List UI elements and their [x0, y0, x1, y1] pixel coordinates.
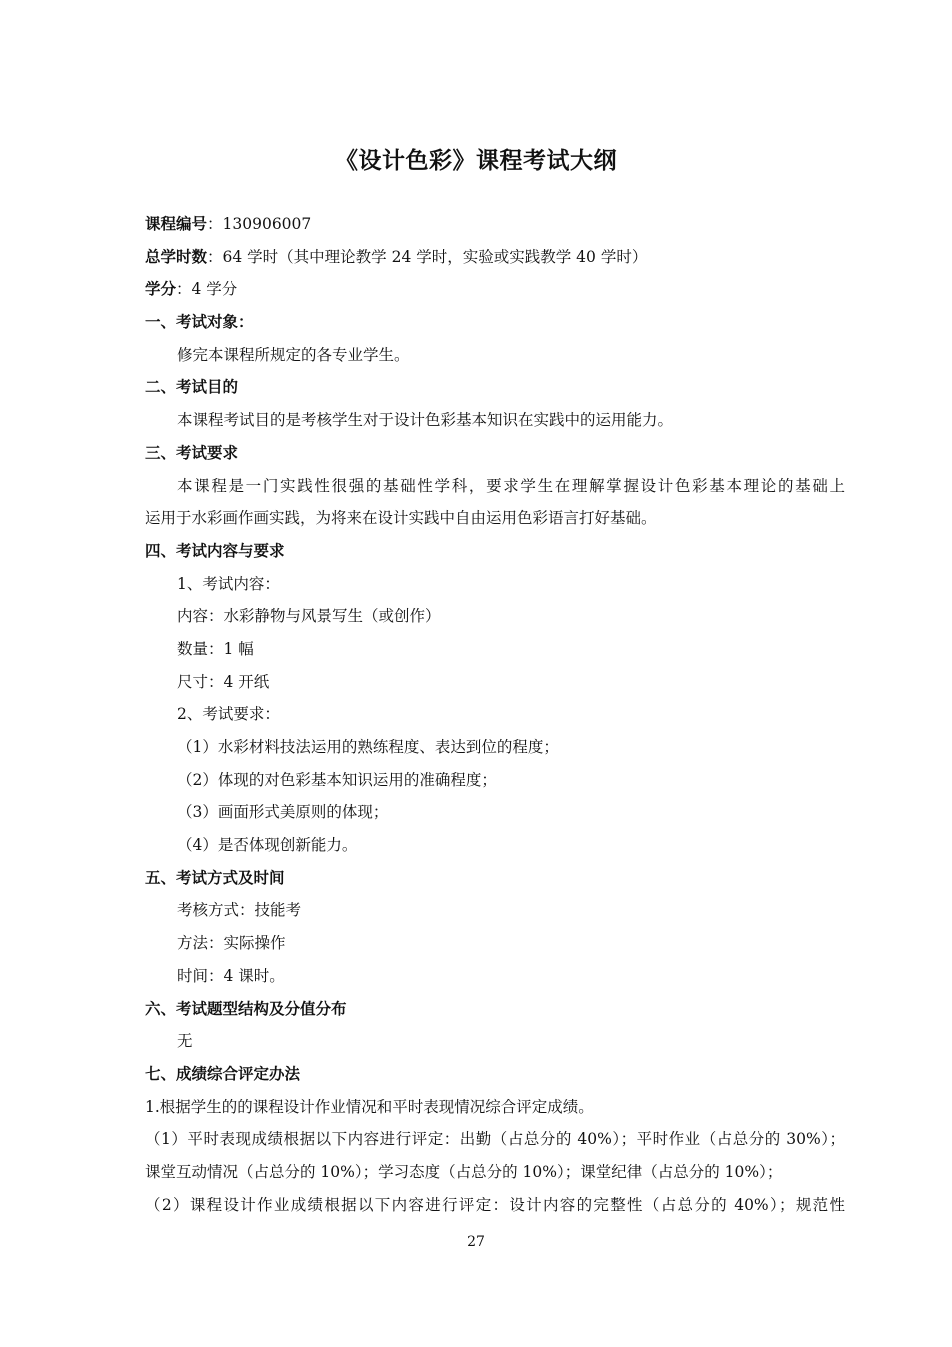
document-body	[145, 208, 845, 1221]
total-hours-value: ：64 学时（其中理论教学 24 学时，实验或实践教学 40 学时）	[207, 247, 648, 266]
exam-content-item: 内容：水彩静物与风景写生（或创作）	[177, 607, 441, 626]
page-number: 27	[467, 1234, 485, 1250]
course-code-line	[145, 208, 845, 241]
question-structure-text: 无	[177, 1032, 193, 1051]
exam-requirement-item-4: （4）是否体现创新能力。	[177, 836, 358, 855]
section-heading-exam-target: 一、考试对象：	[145, 313, 254, 332]
exam-requirement-item-2: （2）体现的对色彩基本知识运用的准确程度；	[177, 770, 497, 789]
exam-method-mode: 考核方式：技能考	[177, 901, 302, 920]
exam-content-quantity: 数量：1 幅	[177, 639, 254, 658]
exam-content-size: 尺寸：4 开纸	[177, 672, 270, 691]
course-code-label: 课程编号	[145, 215, 208, 233]
grading-paragraph-2-line-2: 课堂互动情况（占总分的 10%）；学习态度（占总分的 10%）；课堂纪律（占总分的 10%）；	[145, 1162, 783, 1181]
section-heading-grading: 七、成绩综合评定办法	[145, 1064, 301, 1083]
total-hours-label: 总学时数	[145, 247, 208, 266]
grading-paragraph-1: 1.根据学生的的课程设计作业情况和平时表现情况综合评定成绩。	[145, 1097, 594, 1116]
section-heading-exam-purpose: 二、考试目的	[145, 378, 239, 397]
exam-content-subheading: 1、考试内容：	[177, 574, 280, 593]
section-heading-exam-requirements: 三、考试要求	[145, 443, 239, 462]
course-code-value: ：130906007	[207, 215, 312, 233]
credits-value: ：4 学分	[176, 280, 238, 299]
document-title: 《设计色彩》课程考试大纲	[335, 148, 617, 174]
section-heading-exam-content: 四、考试内容与要求	[145, 541, 285, 560]
exam-requirement-item-3: （3）画面形式美原则的体现；	[177, 803, 389, 822]
section-heading-question-structure: 六、考试题型结构及分值分布	[145, 999, 347, 1018]
section-heading-exam-method: 五、考试方式及时间	[145, 868, 285, 887]
exam-requirement-subheading: 2、考试要求：	[177, 705, 280, 724]
exam-method-way: 方法：实际操作	[177, 934, 286, 953]
grading-paragraph-2-line-1: （1）平时表现成绩根据以下内容进行评定：出勤（占总分的 40%）；平时作业（占总分的 30%）；	[145, 1130, 845, 1149]
credits-label: 学分	[145, 280, 177, 299]
exam-requirements-line-2: 运用于水彩画作画实践，为将来在设计实践中自由运用色彩语言打好基础。	[145, 509, 657, 528]
exam-method-time: 时间：4 课时。	[177, 966, 285, 985]
grading-paragraph-3-line-1: （2）课程设计作业成绩根据以下内容进行评定：设计内容的完整性（占总分的 40%）；规范性	[145, 1195, 845, 1214]
exam-target-text: 修完本课程所规定的各专业学生。	[177, 345, 410, 364]
total-hours-line	[145, 241, 845, 274]
exam-requirements-line-1: 本课程是一门实践性很强的基础性学科，要求学生在理解掌握设计色彩基本理论的基础上	[177, 476, 845, 495]
credits-line	[145, 273, 845, 306]
exam-requirement-item-1: （1）水彩材料技法运用的熟练程度、表达到位的程度；	[177, 738, 559, 756]
exam-purpose-text: 本课程考试目的是考核学生对于设计色彩基本知识在实践中的运用能力。	[177, 411, 674, 430]
